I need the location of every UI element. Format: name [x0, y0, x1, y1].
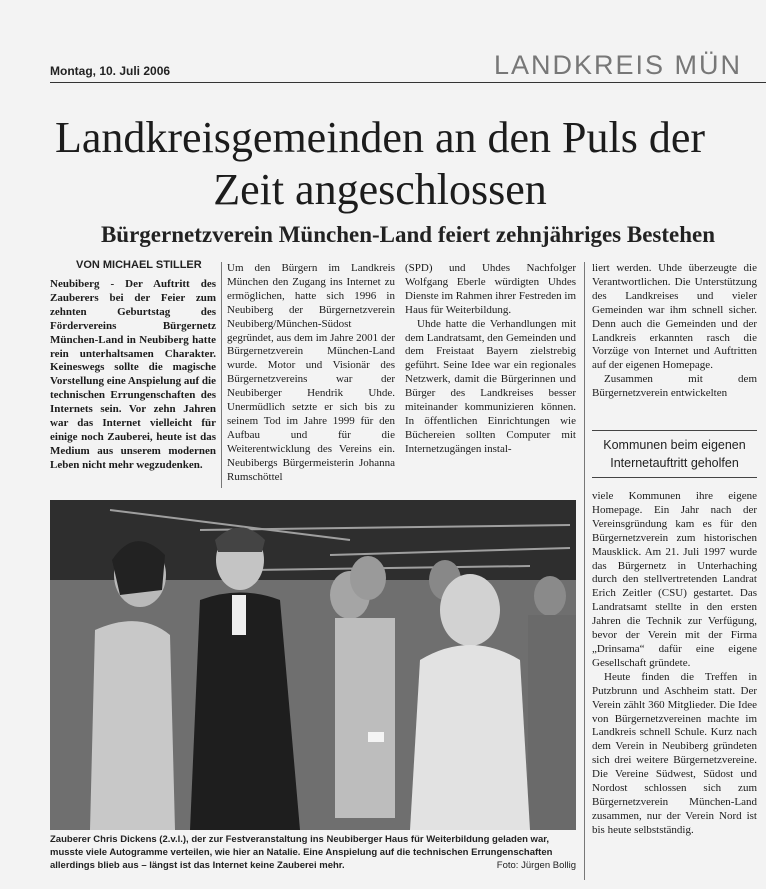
lead-paragraph	[50, 278, 216, 488]
paragraph: (SPD) und Uhdes Nachfolger Wolfgang Eberle würdigten Uhdes Dienste im Rahmen ihrer Festreden im Haus für Weiterbildung.	[405, 262, 576, 316]
column-divider	[584, 262, 585, 880]
article-column-2	[227, 262, 395, 488]
headline: Landkreisgemeinden an den Puls der Zeit angeschlossen	[54, 113, 706, 214]
article-column-3	[405, 262, 576, 488]
caption-text: Zauberer Chris Dickens (2.v.l.), der zur Festveranstaltung ins Neubiberger Haus für Weiterbildung geladen war, musste viele Autogramme verteilen, wie hier an Natalie. Eine Anspielung auf die technischen Errungenschaften allerdings blieb aus – längst ist das Internet keine Zauberei mehr.	[50, 834, 553, 871]
paragraph: Zusammen mit dem Bürgernetzverein entwickelten	[592, 373, 757, 400]
paragraph: Heute finden die Treffen in Putzbrunn und Aschheim statt. Der Verein zählt 360 Mitglieder. Die Idee von Bürgernetzvereinen machte im Landkreis schnell Schule. Kurz nach dem Verein in Neubiberg gründeten sich drei weitere Bürgernetzvereine. Die Vereine Südwest, Südost und Nordost schlossen sich zum Bürgernetzverein München-Land zusammen, nur der Verein Nord ist bis heute selbstständig.	[592, 670, 757, 836]
photo-illustration	[50, 500, 576, 830]
subheadline: Bürgernetzverein München-Land feiert zehnjähriges Bestehen	[100, 222, 716, 247]
page-date: Montag, 10. Juli 2006	[50, 64, 171, 78]
paragraph: liert werden. Uhde überzeugte die Verantwortlichen. Die Unterstützung des Landkreises und vieler Gemeinden war ihm schnell sicher. Denn auch die Gemeinden und der Landkreis erkannten rasch die Vorzüge von Internet und Auftritten auf der eigenen Homepage.	[592, 262, 757, 372]
article-column-5	[592, 490, 757, 880]
header-rule	[50, 82, 766, 83]
intertitle: Kommunen beim eigenen Internetauftritt geholfen	[592, 430, 757, 478]
paragraph: viele Kommunen ihre eigene Homepage. Ein Jahr nach der Vereinsgründung kam es für den Bürgernetzverein zum historischen Mausklick. Am 21. Juli 1997 wurde das Bürgernetz in Unterhaching durch den stellvertretenden Landrat Erich Zeitler (CSU) gestartet. Das Landratsamt stellte in den ersten Jahren die Technik zur Verfügung, bevor der Verein mit der Firma „Drinsama“ dafür eine eigene Gesellschaft gründete.	[592, 490, 757, 669]
photo-caption	[50, 833, 576, 872]
photo-credit: Foto: Jürgen Bollig	[496, 860, 576, 871]
paragraph: Um den Bürgern im Landkreis München den Zugang ins Internet zu ermöglichen, hatte sich 1996 in Neubiberg der Bürgernetzverein Neubiberg/München-Südost gegründet, aus dem im Jahre 2001 der Bürgernetzverein München-Land wurde. Motor und Visionär des Bürgernetzvereins war der Neubiberger Hendrik Uhde. Unermüdlich setzte er sich bis zu seinem Tod im Jahre 1999 für den Aufbau und für die Weiterentwicklung des Vereins ein. Neubibergs Bürgermeisterin Johanna Rumschöttel	[227, 262, 395, 483]
column-divider	[221, 262, 222, 488]
lead-text: Neubiberg - Der Auftritt des Zauberers bei der Feier zum zehnten Geburtstag des Fördervereins Bürgernetz München-Land in Neubiberg hatte rein unterhaltsamen Charakter. Keineswegs sollte die magische Vorstellung eine Anspielung auf die technischen Errungenschaften des Internets sein. Vor zehn Jahren war das Internet vielleicht für einige noch Zauberei, heute ist das Medium aus unserem modernen Leben nicht mehr wegzudenken.	[50, 278, 216, 471]
section-title: LANDKREIS MÜN	[494, 50, 743, 80]
byline: VON MICHAEL STILLER	[76, 259, 202, 271]
paragraph: Uhde hatte die Verhandlungen mit dem Landratsamt, den Gemeinden und dem Freistaat Bayern zielstrebig geführt. Seine Idee war ein regionales Netzwerk, damit die Bürgerinnen und Bürger des Landkreises besser miteinander kommunizieren können. In öffentlichen Einrichtungen wie Büchereien sollten Computer mit Internetzugängen instal-	[405, 317, 576, 455]
event-photo	[50, 500, 576, 830]
article-column-4	[592, 262, 757, 422]
